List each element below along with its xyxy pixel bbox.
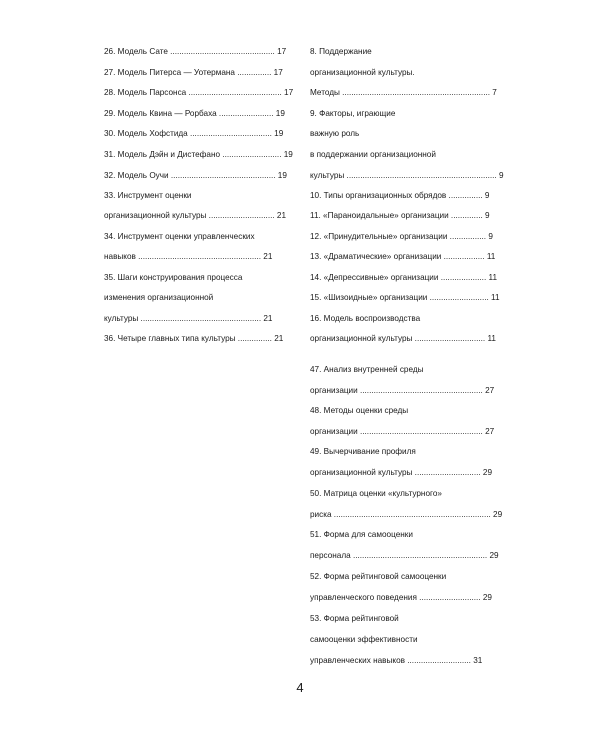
toc-entry: 49. Вычерчивание профиля xyxy=(310,447,416,456)
toc-entry: организационной культуры ............................. 29 xyxy=(310,468,493,477)
toc-entry: 47. Анализ внутренней среды xyxy=(310,365,424,374)
toc-entry: организационной культуры ............................... 11 xyxy=(310,334,496,343)
toc-entry: 27. Модель Питерса — Уотермана ............... 17 xyxy=(104,68,283,77)
toc-entry: организации ...................................................... 27 xyxy=(310,427,495,436)
toc-entry: 51. Форма для самооценки xyxy=(310,530,413,539)
toc-entry: 53. Форма рейтинговой xyxy=(310,614,399,623)
toc-entry: 13. «Драматические» организации .................. 11 xyxy=(310,252,496,261)
toc-entry: 16. Модель воспроизводства xyxy=(310,314,421,323)
toc-entry: 50. Матрица оценки «культурного» xyxy=(310,489,442,498)
toc-entry: 26. Модель Сате .............................................. 17 xyxy=(104,47,287,56)
toc-entry: 48. Методы оценки среды xyxy=(310,406,409,415)
toc-entry: 33. Инструмент оценки xyxy=(104,191,192,200)
toc-entry: важную роль xyxy=(310,129,360,138)
toc-entry: 31. Модель Дэйн и Дистефано .......................... 19 xyxy=(104,150,293,159)
toc-entry: 30. Модель Хофстида .................................... 19 xyxy=(104,129,284,138)
toc-entry: 12. «Принудительные» организации ................ 9 xyxy=(310,232,493,241)
toc-entry: управленческих навыков ............................ 31 xyxy=(310,656,483,665)
toc-entry: 29. Модель Квина — Рорбаха ........................ 19 xyxy=(104,109,285,118)
toc-entry: 14. «Депрессивные» организации .................... 11 xyxy=(310,273,497,282)
toc-entry: 35. Шаги конструирования процесса xyxy=(104,273,243,282)
toc-entry: риска ..................................................................... 29 xyxy=(310,510,503,519)
toc-entry: организационной культуры. xyxy=(310,68,415,77)
toc-entry: Методы ................................................................. 7 xyxy=(310,88,497,97)
toc-entry: персонала ........................................................... 29 xyxy=(310,551,499,560)
toc-entry: организации ...................................................... 27 xyxy=(310,386,495,395)
toc-entry: 10. Типы организационных обрядов ............... 9 xyxy=(310,191,490,200)
toc-entry: 34. Инструмент оценки управленческих xyxy=(104,232,255,241)
page-number: 4 xyxy=(296,680,304,695)
toc-entry: навыков ...................................................... 21 xyxy=(104,252,273,261)
toc-entry: культуры .................................................................. 9 xyxy=(310,171,504,180)
toc-entry: 52. Форма рейтинговой самооценки xyxy=(310,572,447,581)
toc-entry: 9. Факторы, играющие xyxy=(310,109,396,118)
toc-entry: управленческого поведения ........................... 29 xyxy=(310,593,492,602)
toc-entry: 36. Четыре главных типа культуры ............... 21 xyxy=(104,334,284,343)
toc-entry: 32. Модель Оучи .............................................. 19 xyxy=(104,171,287,180)
toc-entry: самооценки эффективности xyxy=(310,635,418,644)
toc-entry: культуры ..................................................... 21 xyxy=(104,314,273,323)
toc-entry: 28. Модель Парсонса ......................................... 17 xyxy=(104,88,294,97)
toc-entry: организационной культуры ............................. 21 xyxy=(104,211,287,220)
toc-entry: изменения организационной xyxy=(104,293,214,302)
toc-entry: в поддержании организационной xyxy=(310,150,436,159)
toc-entry: 15. «Шизоидные» организации .......................... 11 xyxy=(310,293,500,302)
toc-entry: 11. «Параноидальные» организации .............. 9 xyxy=(310,211,490,220)
toc-entry: 8. Поддержание xyxy=(310,47,372,56)
